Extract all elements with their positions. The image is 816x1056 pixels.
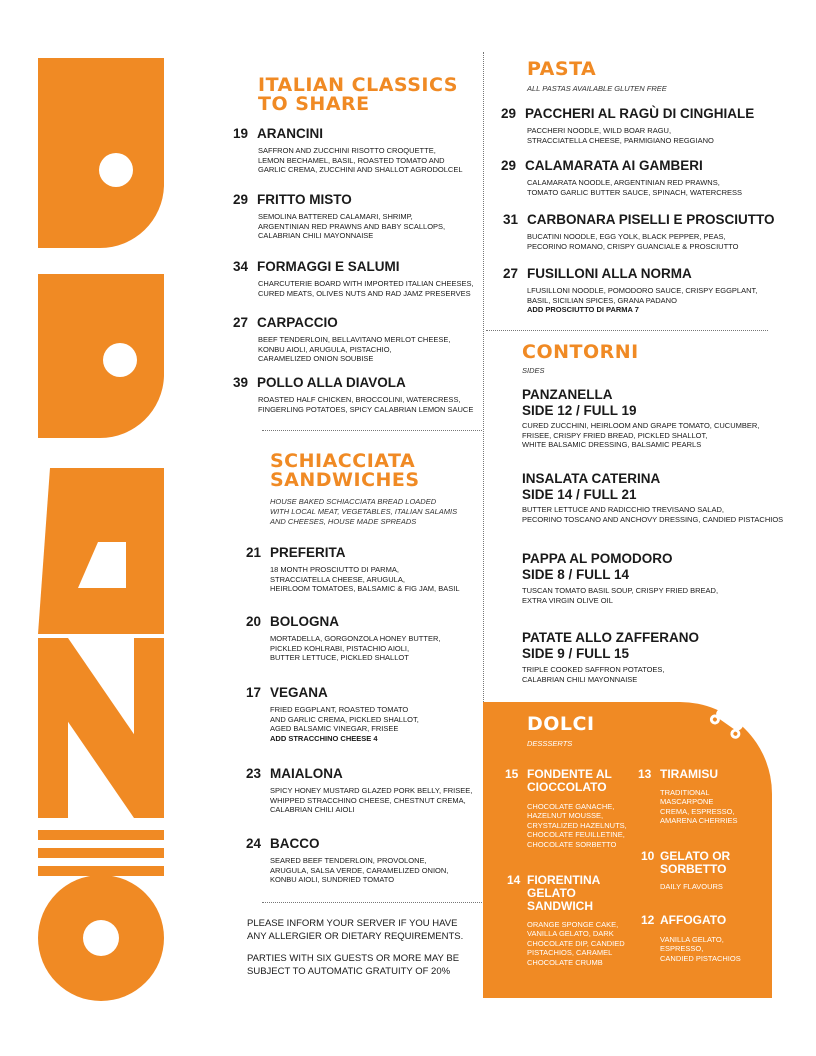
sandwiches-title-line1: SCHIACCIATA xyxy=(270,450,416,472)
item-description xyxy=(270,856,448,885)
item-description xyxy=(522,665,665,684)
item-description xyxy=(258,279,474,298)
desc-line: PECORINO TOSCANO AND ANCHOVY DRESSING, CANDIED PISTACHIOS xyxy=(522,514,784,524)
item-price: 21 xyxy=(246,545,262,560)
item-description xyxy=(270,634,440,663)
dolci-item-gelato xyxy=(641,850,730,876)
dolci-item-fondente xyxy=(505,768,612,794)
sandwiches-title xyxy=(270,452,420,490)
dolci-title: DOLCI xyxy=(527,713,595,735)
name-line: FONDENTE AL xyxy=(527,767,612,781)
notice-line: ANY ALLERGIER OR DIETARY REQUIREMENTS. xyxy=(247,931,464,942)
item-description xyxy=(258,335,450,364)
item-price: 19 xyxy=(233,126,249,141)
desc-line: SEARED BEEF TENDERLOIN, PROVOLONE, xyxy=(270,856,427,865)
add-on-note: ADD PROSCIUTTO DI PARMA 7 xyxy=(527,305,639,315)
item-description xyxy=(527,920,625,967)
desc-line: STRACCIATELLA CHEESE, ARUGULA, xyxy=(270,574,405,584)
desc-line: STRACCIATELLA CHEESE, PARMIGIANO REGGIANO xyxy=(527,135,714,145)
desc-line: LEMON BECHAMEL, BASIL, ROASTED TOMATO AND xyxy=(258,155,445,165)
item-name: INSALATA CATERINA xyxy=(522,471,661,486)
desc-line: CHARCUTERIE BOARD WITH IMPORTED ITALIAN CHEESES, xyxy=(258,279,474,288)
item-price: 13 xyxy=(638,767,652,781)
desc-line: PISTACHIOS, CARAMEL xyxy=(527,948,613,958)
desc-line: ARUGULA, SALSA VERDE, CARAMELIZED ONION, xyxy=(270,865,449,875)
item-name: POLLO ALLA DIAVOLA xyxy=(257,375,406,390)
desc-line: FRISEE, CRISPY FRIED BREAD, PICKLED SHALLOT, xyxy=(522,430,708,440)
item-name: PACCHERI AL RAGÙ DI CINGHIALE xyxy=(525,106,755,121)
contorni-item-insalata xyxy=(522,471,660,503)
pasta-title: PASTA xyxy=(527,58,597,80)
pasta-item-paccheri xyxy=(501,106,754,121)
desc-line: ARGENTINIAN RED PRAWNS AND BABY SCALLOPS, xyxy=(258,221,446,231)
item-name xyxy=(660,768,718,781)
contorni-item-pappa xyxy=(522,551,673,583)
pasta-item-carbonara xyxy=(503,212,775,227)
sandwich-item-preferita xyxy=(246,545,346,560)
desc-line: BASIL, SICILIAN SPICES, GRANA PADANO xyxy=(527,295,677,305)
desc-line: KONBU AIOLI, ARUGULA, PISTACHIO, xyxy=(258,344,392,354)
divider xyxy=(262,902,482,903)
item-name: FORMAGGI E SALUMI xyxy=(257,259,400,274)
item-description xyxy=(527,286,757,315)
item-price: 39 xyxy=(233,375,249,390)
desc-line: CREMA, ESPRESSO, xyxy=(660,806,735,816)
divider xyxy=(262,430,482,431)
item-name xyxy=(527,874,600,913)
dolci-item-affogato xyxy=(641,914,726,927)
item-name xyxy=(527,768,612,794)
desc-line: WHIPPED STRACCHINO CHEESE, CHESTNUT CREMA, xyxy=(270,795,466,805)
item-price: SIDE 14 / FULL 21 xyxy=(522,487,637,502)
item-price: 27 xyxy=(233,315,249,330)
desc-line: CANDIED PISTACHIOS xyxy=(660,953,741,963)
contorni-item-patate xyxy=(522,630,699,662)
desc-line: BUCATINI NOODLE, EGG YOLK, BLACK PEPPER, PEAS, xyxy=(527,232,726,241)
item-description xyxy=(527,232,738,251)
name-line: SORBETTO xyxy=(660,862,727,876)
desc-line: CARAMELIZED ONION SOUBISE xyxy=(258,354,374,364)
desc-line: CALABRIAN CHILI MAYONNAISE xyxy=(258,231,374,241)
allergy-notice xyxy=(247,917,463,978)
desc-line: WHITE BALSAMIC DRESSING, BALSAMIC PEARLS xyxy=(522,440,702,450)
item-name: FUSILLONI ALLA NORMA xyxy=(527,266,692,281)
item-description xyxy=(258,212,445,241)
item-price: 29 xyxy=(501,106,517,121)
item-name: CARPACCIO xyxy=(257,315,338,330)
logo-letter-r xyxy=(38,274,164,438)
logo-letter-i xyxy=(38,468,164,634)
classics-item-formaggi xyxy=(233,259,400,274)
item-price: SIDE 9 / FULL 15 xyxy=(522,646,630,661)
desc-line: BUTTER LETTUCE, PICKLED SHALLOT xyxy=(270,653,409,663)
desc-line: BUTTER LETTUCE AND RADICCHIO TREVISANO SALAD, xyxy=(522,505,724,514)
pasta-subtitle: ALL PASTAS AVAILABLE GLUTEN FREE xyxy=(527,84,667,93)
desc-line: CURED MEATS, OLIVES NUTS AND RAD JAMZ PRESERVES xyxy=(258,288,471,298)
item-price: 34 xyxy=(233,259,249,274)
item-name: ARANCINI xyxy=(257,126,324,141)
add-on-note: ADD STRACCHINO CHEESE 4 xyxy=(270,733,378,743)
dolci-subtitle: DESSSERTS xyxy=(527,739,573,748)
item-price: 31 xyxy=(503,212,519,227)
desc-line: GARLIC CREMA, ZUCCHINI AND SHALLOT AGRODOLCEL xyxy=(258,165,463,175)
item-name: BACCO xyxy=(270,836,320,851)
item-description xyxy=(527,126,714,145)
contorni-subtitle: SIDES xyxy=(522,366,545,375)
name-line: CIOCCOLATO xyxy=(527,780,607,794)
name-line: TIRAMISU xyxy=(660,767,718,781)
classics-title-line1: ITALIAN CLASSICS xyxy=(258,74,458,96)
classics-title-line2: TO SHARE xyxy=(258,93,370,115)
divider xyxy=(486,330,768,331)
desc-line: KONBU AIOLI, SUNDRIED TOMATO xyxy=(270,875,395,885)
item-description xyxy=(270,705,419,743)
item-name xyxy=(660,914,726,927)
desc-line: AGED BALSAMIC VINEGAR, FRISEE xyxy=(270,724,399,734)
desc-line: SEMOLINA BATTERED CALAMARI, SHRIMP, xyxy=(258,212,413,221)
desc-line: PACCHERI NOODLE, WILD BOAR RAGU, xyxy=(527,126,672,135)
desc-line: ROASTED HALF CHICKEN, BROCCOLINI, WATERCRESS, xyxy=(258,395,461,404)
logo-letter-o xyxy=(38,875,164,1001)
item-price: SIDE 12 / FULL 19 xyxy=(522,403,637,418)
desc-line: AMARENA CHERRIES xyxy=(660,816,738,826)
classics-title xyxy=(258,76,458,114)
desc-line: SPICY HONEY MUSTARD GLAZED PORK BELLY, FRISEE, xyxy=(270,786,473,795)
item-description xyxy=(527,802,627,849)
column-divider xyxy=(483,52,484,702)
item-price: 14 xyxy=(507,873,521,887)
desc-line: EXTRA VIRGIN OLIVE OIL xyxy=(522,595,613,605)
desc-line: 18 MONTH PROSCIUTTO DI PARMA, xyxy=(270,565,399,574)
item-price: 29 xyxy=(233,192,249,207)
sandwich-item-bacco xyxy=(246,836,320,851)
item-name: BOLOGNA xyxy=(270,614,340,629)
dolci-item-fiorentina xyxy=(507,874,600,913)
desc-line: HAZELNUT MOUSSE, xyxy=(527,811,604,821)
item-name: CALAMARATA AI GAMBERI xyxy=(525,158,703,173)
desc-line: ESPRESSO, xyxy=(660,944,704,954)
logo-stripes xyxy=(38,830,164,876)
desc-line: VANILLA GELATO, xyxy=(660,935,724,944)
item-price: SIDE 8 / FULL 14 xyxy=(522,567,630,582)
desc-line: CRYSTALIZED HAZELNUTS, xyxy=(527,820,627,830)
sandwich-item-vegana xyxy=(246,685,328,700)
desc-line: BEEF TENDERLOIN, BELLAVITANO MERLOT CHEESE, xyxy=(258,335,451,344)
desc-line: LFUSILLONI NOODLE, POMODORO SAUCE, CRISPY EGGPLANT, xyxy=(527,286,758,295)
item-description xyxy=(660,788,738,826)
desc-line: FINGERLING POTATOES, SPICY CALABRIAN LEMON SAUCE xyxy=(258,404,474,414)
item-description xyxy=(258,146,463,175)
item-name: PANZANELLA xyxy=(522,387,613,402)
subtitle-line: WITH LOCAL MEAT, VEGETABLES, ITALIAN SALAMIS xyxy=(270,507,458,516)
classics-item-fritto-misto xyxy=(233,192,352,207)
item-name: PATATE ALLO ZAFFERANO xyxy=(522,630,699,645)
item-description xyxy=(527,178,742,197)
desc-line: SAFFRON AND ZUCCHINI RISOTTO CROQUETTE, xyxy=(258,146,436,155)
desc-line: CURED ZUCCHINI, HEIRLOOM AND GRAPE TOMATO, CUCUMBER, xyxy=(522,421,760,430)
classics-item-arancini xyxy=(233,126,323,141)
desc-line: CHOCOLATE SORBETTO xyxy=(527,839,617,849)
item-price: 15 xyxy=(505,767,519,781)
name-line: SANDWICH xyxy=(527,899,593,913)
notice-line: PLEASE INFORM YOUR SERVER IF YOU HAVE xyxy=(247,918,458,929)
name-line: GELATO xyxy=(527,886,576,900)
sandwiches-title-line2: SANDWICHES xyxy=(270,469,420,491)
subtitle-line: HOUSE BAKED SCHIACCIATA BREAD LOADED xyxy=(270,497,437,506)
item-price: 17 xyxy=(246,685,262,700)
sandwich-item-maialona xyxy=(246,766,343,781)
item-price: 12 xyxy=(641,913,655,927)
item-price: 10 xyxy=(641,849,655,863)
item-description xyxy=(660,882,723,891)
desc-line: DAILY FLAVOURS xyxy=(660,882,723,891)
item-name xyxy=(660,850,730,876)
desc-line: TRADITIONAL xyxy=(660,788,710,797)
item-price: 24 xyxy=(246,836,262,851)
desc-line: VANILLA GELATO, DARK xyxy=(527,929,614,939)
item-description xyxy=(522,421,759,450)
item-price: 23 xyxy=(246,766,262,781)
desc-line: CALABRIAN CHILI MAYONNAISE xyxy=(522,674,638,684)
logo-letter-p xyxy=(38,58,164,248)
item-name: VEGANA xyxy=(270,685,328,700)
item-name: CARBONARA PISELLI E PROSCIUTTO xyxy=(527,212,775,227)
item-description xyxy=(522,586,718,605)
item-name: MAIALONA xyxy=(270,766,343,781)
name-line: FIORENTINA xyxy=(527,873,601,887)
desc-line: TUSCAN TOMATO BASIL SOUP, CRISPY FRIED BREAD, xyxy=(522,586,719,595)
desc-line: CHOCOLATE DIP, CANDIED xyxy=(527,938,625,948)
item-price: 27 xyxy=(503,266,519,281)
desc-line: FRIED EGGPLANT, ROASTED TOMATO xyxy=(270,705,409,714)
desc-line: TRIPLE COOKED SAFFRON POTATOES, xyxy=(522,665,665,674)
item-name: PREFERITA xyxy=(270,545,346,560)
classics-item-carpaccio xyxy=(233,315,338,330)
name-line: GELATO OR xyxy=(660,849,731,863)
desc-line: PECORINO ROMANO, CRISPY GUANCIALE & PROSCIUTTO xyxy=(527,241,739,251)
desc-line: MASCARPONE xyxy=(660,797,714,807)
item-description xyxy=(660,935,741,963)
notice-line: SUBJECT TO AUTOMATIC GRATUITY OF 20% xyxy=(247,966,451,977)
desc-line: CALAMARATA NOODLE, ARGENTINIAN RED PRAWNS, xyxy=(527,178,720,187)
dolci-item-tiramisu xyxy=(638,768,718,781)
subtitle-line: AND CHEESES, HOUSE MADE SPREADS xyxy=(270,517,417,526)
sandwiches-subtitle xyxy=(270,497,457,527)
item-description xyxy=(270,786,472,815)
desc-line: CHOCOLATE FEUILLETINE, xyxy=(527,830,625,840)
desc-line: CALABRIAN CHILI AIOLI xyxy=(270,805,355,815)
name-line: AFFOGATO xyxy=(660,913,727,927)
sandwich-item-bologna xyxy=(246,614,339,629)
item-description xyxy=(522,505,783,524)
logo-letter-m xyxy=(38,638,164,818)
desc-line: CHOCOLATE CRUMB xyxy=(527,957,603,967)
item-price: 20 xyxy=(246,614,262,629)
notice-line: PARTIES WITH SIX GUESTS OR MORE MAY BE xyxy=(247,953,460,964)
desc-line: HEIRLOOM TOMATOES, BALSAMIC & FIG JAM, BASIL xyxy=(270,584,460,594)
classics-item-pollo xyxy=(233,375,406,390)
pasta-item-calamarata xyxy=(501,158,703,173)
item-description xyxy=(258,395,473,414)
primo-logo xyxy=(38,58,164,1002)
desc-line: PICKLED KOHLRABI, PISTACHIO AIOLI, xyxy=(270,643,410,653)
contorni-title: CONTORNI xyxy=(522,341,639,363)
contorni-item-panzanella xyxy=(522,387,637,419)
item-description xyxy=(270,565,460,594)
vespa-icon xyxy=(703,698,755,746)
pasta-item-fusilloni xyxy=(503,266,692,281)
desc-line: MORTADELLA, GORGONZOLA HONEY BUTTER, xyxy=(270,634,441,643)
notice-spacer xyxy=(247,943,463,952)
item-name: PAPPA AL POMODORO xyxy=(522,551,673,566)
desc-line: AND GARLIC CREMA, PICKLED SHALLOT, xyxy=(270,714,419,724)
item-price: 29 xyxy=(501,158,517,173)
item-name: FRITTO MISTO xyxy=(257,192,352,207)
desc-line: CHOCOLATE GANACHE, xyxy=(527,802,615,811)
desc-line: ORANGE SPONGE CAKE, xyxy=(527,920,619,929)
desc-line: TOMATO GARLIC BUTTER SAUCE, SPINACH, WATERCRESS xyxy=(527,187,743,197)
